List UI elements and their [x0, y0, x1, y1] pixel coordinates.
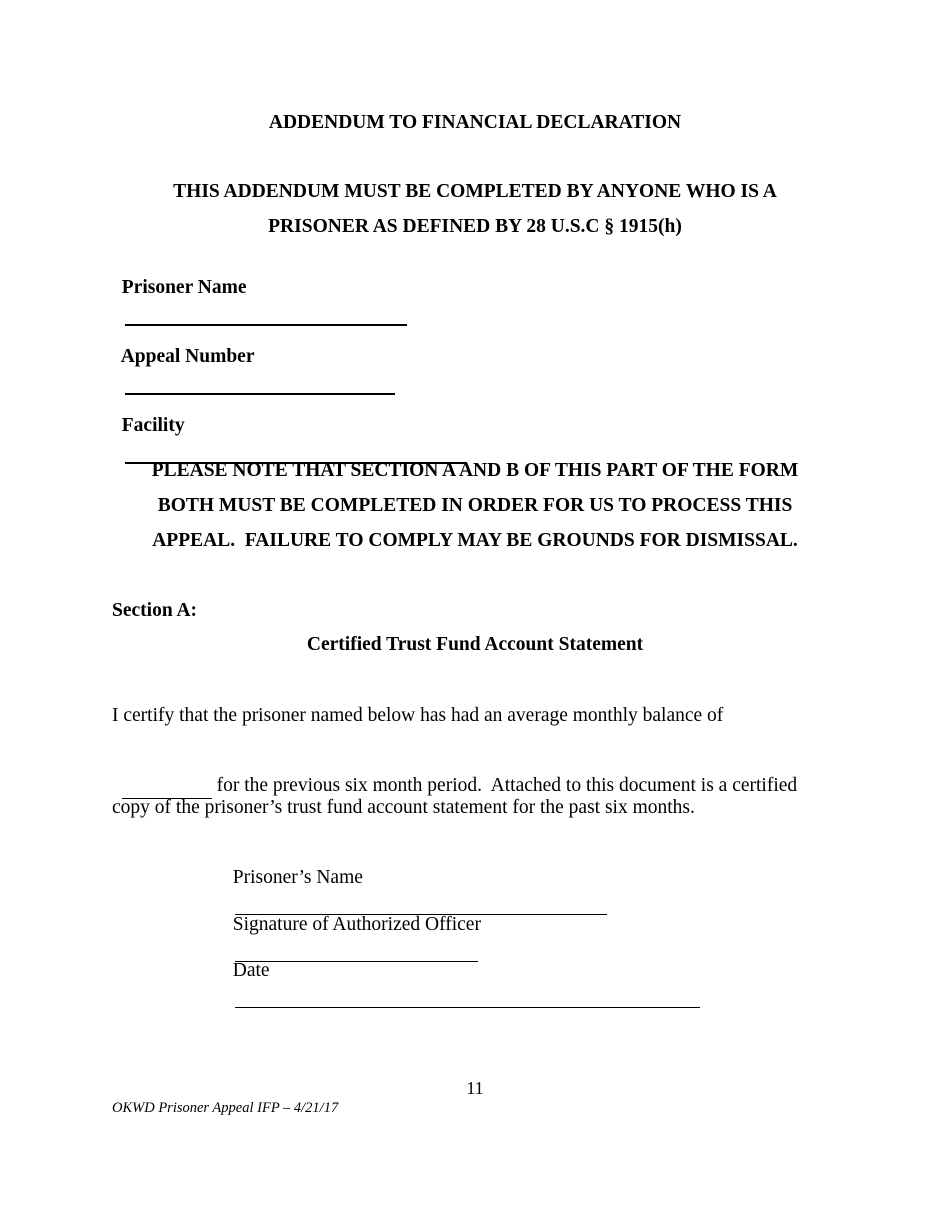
page-number: 11 — [466, 1078, 484, 1098]
certify-line-2-text: for the previous six month period. Attached to this document is a certified — [211, 775, 798, 796]
certify-line-2 — [112, 750, 797, 799]
notice-line-2: PRISONER AS DEFINED BY 28 U.S.C § 1915(h) — [268, 216, 682, 237]
facility-row — [112, 390, 467, 464]
date-field[interactable] — [235, 983, 700, 1008]
prisoners-name-label: Prisoner’s Name — [232, 867, 363, 888]
form-id: OKWD Prisoner Appeal IFP – 4/21/17 — [112, 1100, 339, 1116]
facility-label: Facility — [121, 415, 185, 436]
certify-line-1: I certify that the prisoner named below has had an average monthly balance of — [112, 705, 724, 726]
appeal-number-row — [112, 321, 395, 395]
prisoner-name-label: Prisoner Name — [121, 277, 247, 298]
date-row — [223, 935, 700, 1008]
notice-line-1: THIS ADDENDUM MUST BE COMPLETED BY ANYONE WHO IS A — [173, 181, 777, 202]
signature-label: Signature of Authorized Officer — [232, 914, 481, 935]
appeal-number-label: Appeal Number — [120, 346, 255, 367]
page-title: ADDENDUM TO FINANCIAL DECLARATION — [268, 112, 682, 133]
section-a-heading: Certified Trust Fund Account Statement — [306, 634, 644, 655]
warning-line-2: BOTH MUST BE COMPLETED IN ORDER FOR US TO PROCESS THIS — [157, 495, 793, 516]
date-label: Date — [232, 960, 270, 981]
warning-line-1: PLEASE NOTE THAT SECTION A AND B OF THIS PART OF THE FORM — [151, 460, 799, 481]
certify-line-3: copy of the prisoner’s trust fund account statement for the past six months. — [112, 797, 695, 818]
warning-line-3: APPEAL. FAILURE TO COMPLY MAY BE GROUNDS FOR DISMISSAL. — [152, 530, 798, 551]
section-a-label: Section A: — [112, 600, 198, 621]
prisoner-name-row — [112, 252, 407, 326]
